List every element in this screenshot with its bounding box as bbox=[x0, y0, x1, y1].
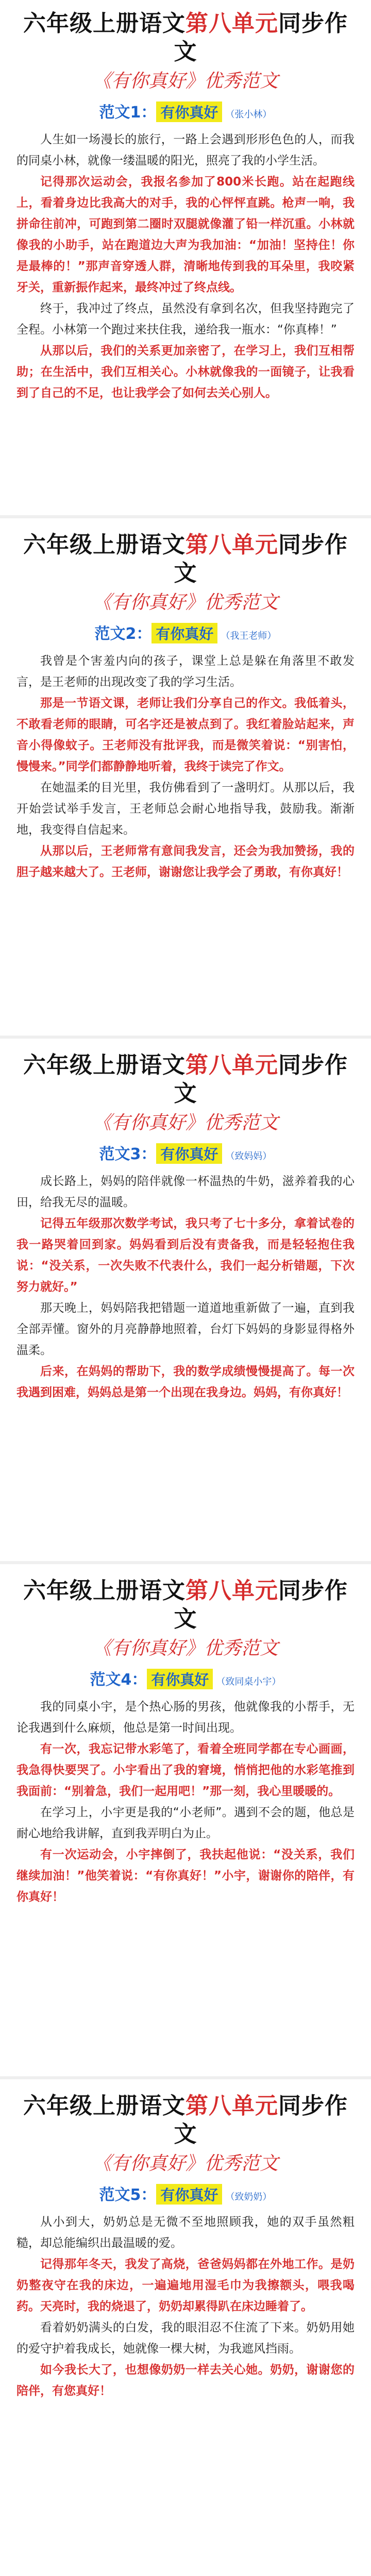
title-suffix: 同步作文 bbox=[174, 10, 348, 65]
paragraph: 如今我长大了，也想像奶奶一样去关心她。奶奶，谢谢您的陪伴，有您真好！ bbox=[16, 2363, 355, 2398]
section-subtitle: 《有你真好》优秀范文 bbox=[92, 1112, 278, 1133]
paragraph: 终于，我冲过了终点，虽然没有拿到名次，但我坚持跑完了全程。小林第一个跑过来扶住我，递给我一瓶水：“你真棒！” bbox=[16, 302, 355, 337]
section-divider bbox=[0, 2076, 371, 2079]
title-prefix: 六年级上册语文 bbox=[23, 10, 185, 37]
paragraph: 在她温柔的目光里，我仿佛看到了一盏明灯。从那以后，我开始尝试举手发言，王老师总会耐心地指导我，鼓励我。渐渐地，我变得自信起来。 bbox=[16, 781, 355, 837]
section-title bbox=[16, 531, 355, 587]
paragraph: 从那以后，我们的关系更加亲密了，在学习上，我们互相帮助；在生活中，我们互相关心。小林就像我的一面镜子，让我看到了自己的不足，也让我学会了如何去关心别人。 bbox=[16, 344, 355, 400]
essay-body bbox=[16, 651, 355, 883]
title-highlight: 第八单元 bbox=[185, 2093, 278, 2119]
section-subtitle: 《有你真好》优秀范文 bbox=[92, 2153, 278, 2174]
section-title bbox=[16, 1577, 355, 1633]
title-suffix: 同步作文 bbox=[174, 1578, 348, 1632]
fanwen-tag: 有你真好 bbox=[147, 1669, 213, 1689]
paragraph: 有一次运动会，小宇摔倒了，我扶起他说：“没关系，我们继续加油！”他笑着说：“有你真好！”小宇，谢谢你的陪伴，有你真好！ bbox=[16, 1848, 355, 1904]
fanwen-label: 范文5： bbox=[99, 2186, 157, 2205]
paragraph: 看着奶奶满头的白发，我的眼泪忍不住流了下来。奶奶用她的爱守护着我成长，她就像一棵大树，为我遮风挡雨。 bbox=[16, 2321, 355, 2356]
paragraph: 记得那年冬天，我发了高烧，爸爸妈妈都在外地工作。是奶奶整夜守在我的床边，一遍遍地用湿毛巾为我擦额头，喂我喝药。天亮时，我的烧退了，奶奶却累得趴在床边睡着了。 bbox=[16, 2258, 355, 2314]
fanwen-tag: 有你真好 bbox=[156, 2184, 222, 2205]
paragraph: 后来，在妈妈的帮助下，我的数学成绩慢慢提高了。每一次我遇到困难，妈妈总是第一个出现在我身边。妈妈，有你真好！ bbox=[16, 1365, 355, 1400]
title-highlight: 第八单元 bbox=[185, 1052, 278, 1078]
fanwen-label: 范文3： bbox=[99, 1145, 157, 1164]
paragraph: 有一次，我忘记带水彩笔了，看着全班同学都在专心画画，我急得快要哭了。小宇看出了我的窘境，悄悄把他的水彩笔推到我面前：“别着急，我们一起用吧！”那一刻，我心里暖暖的。 bbox=[16, 1742, 355, 1799]
essay-body bbox=[16, 1171, 355, 1403]
paragraph: 我曾是个害羞内向的孩子，课堂上总是躲在角落里不敢发言，是王老师的出现改变了我的学习生活。 bbox=[16, 654, 355, 689]
fanwen-header bbox=[16, 99, 355, 122]
essay-section-1 bbox=[0, 9, 371, 404]
essay-section-3 bbox=[0, 1051, 371, 1403]
section-divider bbox=[0, 1561, 371, 1564]
paragraph: 记得五年级那次数学考试，我只考了七十多分，拿着试卷的我一路哭着回到家。妈妈看到后没有责备我，而是轻轻抱住我说：“没关系，一次失败不代表什么，我们一起分析错题，下次努力就好。” bbox=[16, 1217, 355, 1294]
fanwen-author: （致妈妈） bbox=[225, 1151, 272, 1162]
paragraph: 成长路上，妈妈的陪伴就像一杯温热的牛奶，滋养着我的心田，给我无尽的温暖。 bbox=[16, 1175, 355, 1210]
fanwen-tag: 有你真好 bbox=[151, 623, 217, 643]
title-prefix: 六年级上册语文 bbox=[23, 1578, 185, 1604]
fanwen-header bbox=[16, 1667, 355, 1689]
essay-section-5 bbox=[0, 2092, 371, 2402]
paragraph: 那是一节语文课，老师让我们分享自己的作文。我低着头，不敢看老师的眼睛，可名字还是被点到了。我红着脸站起来，声音小得像蚊子。王老师没有批评我，而是微笑着说：“别害怕，慢慢来。”同学们都静静地听着，我终于读完了作文。 bbox=[16, 697, 355, 774]
title-highlight: 第八单元 bbox=[185, 532, 278, 558]
fanwen-author: （致同桌小宇） bbox=[216, 1676, 281, 1688]
essay-section-2 bbox=[0, 531, 371, 883]
section-divider bbox=[0, 1036, 371, 1039]
title-prefix: 六年级上册语文 bbox=[23, 1052, 185, 1078]
fanwen-tag: 有你真好 bbox=[156, 1143, 222, 1164]
title-prefix: 六年级上册语文 bbox=[23, 532, 185, 558]
paragraph: 人生如一场漫长的旅行，一路上会遇到形形色色的人，而我的同桌小林，就像一缕温暖的阳光，照亮了我的小学生活。 bbox=[16, 133, 355, 168]
fanwen-header bbox=[16, 621, 355, 643]
title-suffix: 同步作文 bbox=[174, 532, 348, 586]
title-highlight: 第八单元 bbox=[185, 1578, 278, 1604]
fanwen-label: 范文1： bbox=[99, 104, 157, 122]
section-title bbox=[16, 1051, 355, 1108]
fanwen-tag: 有你真好 bbox=[156, 101, 222, 122]
title-suffix: 同步作文 bbox=[174, 2093, 348, 2147]
paragraph: 从小到大，奶奶总是无微不至地照顾我，她的双手虽然粗糙，却总能编织出最温暖的爱。 bbox=[16, 2215, 355, 2250]
paragraph: 我的同桌小宇，是个热心肠的男孩，他就像我的小帮手，无论我遇到什么麻烦，他总是第一时间出现。 bbox=[16, 1700, 355, 1735]
essay-body bbox=[16, 129, 355, 404]
fanwen-label: 范文2： bbox=[94, 625, 152, 643]
section-subtitle: 《有你真好》优秀范文 bbox=[92, 592, 278, 613]
section-subtitle: 《有你真好》优秀范文 bbox=[92, 71, 278, 92]
section-title bbox=[16, 2092, 355, 2148]
section-divider bbox=[0, 515, 371, 518]
title-prefix: 六年级上册语文 bbox=[23, 2093, 185, 2119]
fanwen-author: （张小林） bbox=[225, 109, 272, 121]
section-title bbox=[16, 9, 355, 66]
essay-body bbox=[16, 1697, 355, 1908]
fanwen-author: （致奶奶） bbox=[225, 2192, 272, 2203]
essay-body bbox=[16, 2212, 355, 2402]
essay-section-4 bbox=[0, 1577, 371, 1908]
title-highlight: 第八单元 bbox=[185, 10, 278, 37]
paragraph: 在学习上，小宇更是我的“小老师”。遇到不会的题，他总是耐心地给我讲解，直到我弄明白为止。 bbox=[16, 1806, 355, 1841]
paragraph: 那天晚上，妈妈陪我把错题一道道地重新做了一遍，直到我全部弄懂。窗外的月亮静静地照着，台灯下妈妈的身影显得格外温柔。 bbox=[16, 1301, 355, 1358]
paragraph: 从那以后，王老师常有意间我发言，还会为我加赞扬，我的胆子越来越大了。王老师，谢谢您让我学会了勇敢，有你真好！ bbox=[16, 844, 355, 879]
fanwen-label: 范文4： bbox=[90, 1671, 147, 1689]
paragraph: 记得那次运动会，我报名参加了800米长跑。站在起跑线上，看着身边比我高大的对手，我的心怦怦直跳。枪声一响，我拼命往前冲，可跑到第二圈时双腿就像灌了铅一样沉重。小林就像我的小助手，站在跑道边大声为我加油：“加油！坚持住！你是最棒的！”那声音穿透人群，清晰地传到我的耳朵里，我咬紧牙关，重新振作起来，最终冲过了终点线。 bbox=[16, 175, 355, 295]
fanwen-author: （我王老师） bbox=[221, 631, 277, 642]
fanwen-header bbox=[16, 1141, 355, 1164]
section-subtitle: 《有你真好》优秀范文 bbox=[92, 1638, 278, 1659]
title-suffix: 同步作文 bbox=[174, 1052, 348, 1107]
fanwen-header bbox=[16, 2182, 355, 2205]
